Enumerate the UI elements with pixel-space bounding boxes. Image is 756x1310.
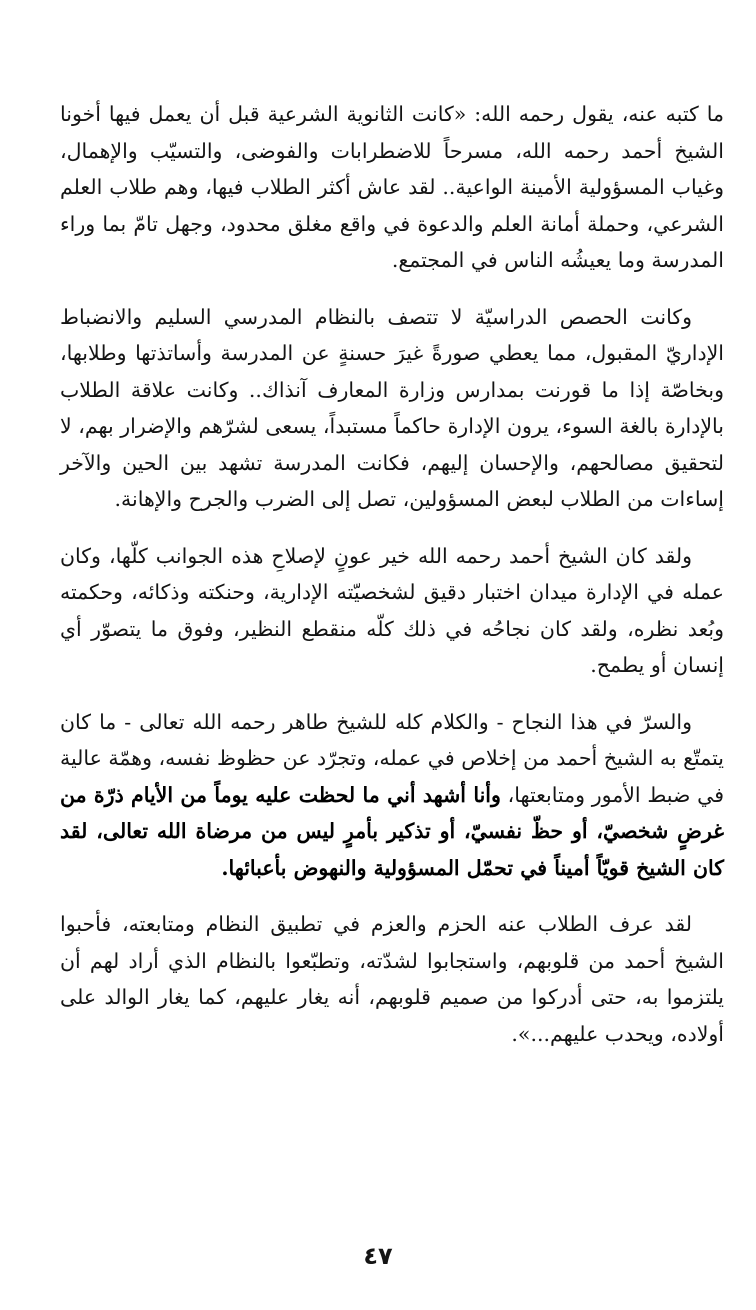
paragraph-5: لقد عرف الطلاب عنه الحزم والعزم في تطبيق النظام ومتابعته، فأحبوا الشيخ أحمد من قلوبهم، واستجابوا لشدّته، وتطبّعوا بالنظام الذي أراد لهم أن يلتزموا به، حتى أدركوا من صميم قلوبهم، أنه يغار عليهم، كما يغار الوالد على أولاده، ويحدب عليهم...». [60,912,724,1046]
paragraph-4 [60,704,724,887]
paragraph-4-bold-text: وأنا أشهد أني ما لحظت عليه يوماً من الأيام ذرّة من غرضٍ شخصيّ، أو حظّ نفسيّ، أو تذكير بأمرٍ ليس من مرضاة الله تعالى، لقد كان الشيخ قويّاً أميناً في تحمّل المسؤولية والنهوض بأعبائها. [60,782,724,880]
page-number: ٤٧ [363,1242,393,1270]
paragraph-1: ما كتبه عنه، يقول رحمه الله: «كانت الثانوية الشرعية قبل أن يعمل فيها أخونا الشيخ أحمد رحمه الله، مسرحاً للاضطرابات والفوضى، والتسيّب والإهمال، وغياب المسؤولية الأمينة الواعية.. لقد عاش أكثر الطلاب فيها، وهم طلاب العلم الشرعي، وحملة أمانة العلم والدعوة في واقع مغلق محدود، وجهل تامّ بما وراء المدرسة وما يعيشُه الناس في المجتمع. [60,102,724,272]
paragraph-2: وكانت الحصص الدراسيّة لا تتصف بالنظام المدرسي السليم والانضباط الإداريّ المقبول، مما يعطي صورةً غيرَ حسنةٍ عن المدرسة وأساتذتها وطلابها، وبخاصّة إذا ما قورنت بمدارس وزارة المعارف آنذاك.. وكانت علاقة الطلاب بالإدارة بالغة السوء، يرون الإدارة حاكماً مستبداً، يسعى لشرّهم والإضرار بهم، لا لتحقيق مصالحهم، والإحسان إليهم، فكانت المدرسة تشهد بين الحين والآخر إساءات من الطلاب لبعض المسؤولين، تصل إلى الضرب والجرح والإهانة. [60,304,724,511]
paragraph-3: ولقد كان الشيخ أحمد رحمه الله خير عونٍ لإصلاحِ هذه الجوانب كلّها، وكان عمله في الإدارة ميدان اختبار دقيق لشخصيّته الإدارية، وحنكته وذكائه، وحكمته وبُعد نظره، ولقد كان نجاحُه في ذلك كلّه منقطع النظير، وفوق ما يتصوّر أي إنسان أو يطمح. [60,543,724,677]
paragraph-4-regular-text: والسرّ في هذا النجاح - والكلام كله للشيخ طاهر رحمه الله تعالى - ما كان يتمتّع به الشيخ أحمد من إخلاص في عمله، وتجرّد عن حظوظ نفسه، وهمّة عالية في ضبط الأمور ومتابعتها، [60,709,724,807]
page-body [60,96,724,1052]
